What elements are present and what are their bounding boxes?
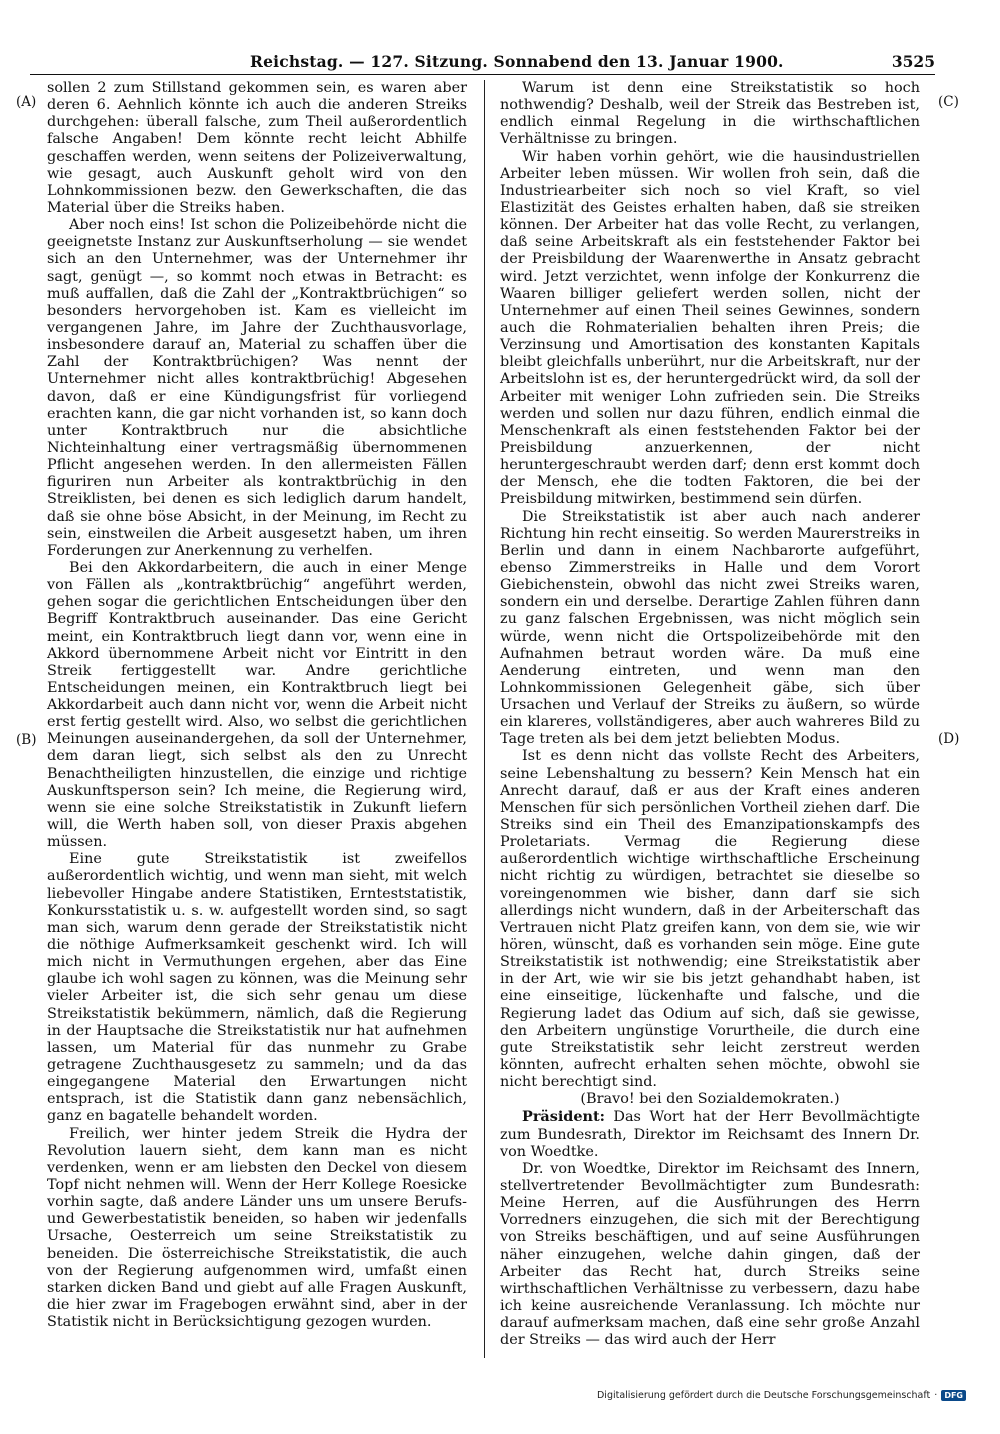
right-column xyxy=(500,80,920,1349)
margin-marker-c: (C) xyxy=(938,94,959,110)
left-paragraph xyxy=(47,560,467,851)
paragraph-text: sollen 2 zum Stillstand gekommen sein, es waren aber deren 6. Aehnlich könnte ich auch die anderen Streiks durchgehen: überall falsche, zum Theil außerordentlich falsche Angaben! Dem könnte recht leicht Abhilfe geschaffen werden, wenn seitens der Polizeiverwaltung, wie gesagt, auch Auskunft geholt wird von den Lohnkommissionen bezw. den Gewerkschaften, die das Material über die Streiks haben. xyxy=(47,80,467,216)
right-paragraph xyxy=(500,748,920,1091)
digitization-credit: Digitalisierung gefördert durch die Deutsche Forschungsgemeinschaft · DFG xyxy=(597,1390,966,1401)
paragraph-text: Das Wort hat der Herr Bevollmächtigte zum Bundesrath, Direktor im Reichsamt des Innern Dr. von Woedtke. xyxy=(500,1109,920,1160)
page-number: 3525 xyxy=(891,52,935,71)
paragraph-text: Dr. von Woedtke, Direktor im Reichsamt des Innern, stellvertretender Bevollmächtigter zum Bundesrath: Meine Herren, auf die Ausführungen des Herrn Vorredners einzugehen, die sich mit der Berechtigung von Streiks beschäftigen, und auf seine Ausführungen näher einzugehen, welche dahin gingen, daß der Arbeiter das Recht hat, durch Streiks seine wirthschaftlichen Verhältnisse zu verbessern, dazu habe ich keine ausreichende Veranlassung. Ich möchte nur darauf aufmerksam machen, daß eine sehr große Anzahl der Streiks — das wird auch der Herr xyxy=(500,1160,920,1349)
paragraph-text: Ist es denn nicht das vollste Recht des Arbeiters, seine Lebenshaltung zu bessern? Kein Mensch hat ein Anrecht darauf, daß er aus der Kraft eines anderen Menschen für sich persönlichen Vortheil ziehen darf. Die Streiks sind ein Theil des Emanzipationskampfs des Proletariats. Vermag die Regierung diese außerordentlich wichtige wirthschaftliche Erscheinung nicht richtig zu würdigen, betrachtet sie dieselbe so voreingenommen wie bisher, dann darf sie sich allerdings nicht wundern, daß in der Arbeiterschaft das Vertrauen nicht Platz greifen kann, von dem sie, wie wir hören, wünscht, daß es vorhanden sein möge. Eine gute Streikstatistik ist nothwendig; eine Streikstatistik aber in der Art, wie wir sie bis jetzt gehandhabt haben, ist eine einseitige, lückenhafte und falsche, und die Regierung ladet das Odium auf sich, daß sie gewisse, den Arbeitern ungünstige Vorurtheile, die durch eine gute Streikstatistik sehr leicht zerstreut werden könnten, aufrecht erhalten sehen möchte, obwohl sie nicht berechtigt sind. xyxy=(500,748,920,1091)
margin-marker-a: (A) xyxy=(16,94,37,110)
right-paragraph xyxy=(500,509,920,749)
column-divider xyxy=(484,80,485,1358)
credit-text: Digitalisierung gefördert durch die Deutsche Forschungsgemeinschaft xyxy=(596,1390,931,1401)
paragraph-text: Warum ist denn eine Streikstatistik so hoch nothwendig? Deshalb, weil der Streik das Bestreben ist, endlich einmal Regelung in die wirthschaftlichen Verhältnisse zu bringen. xyxy=(500,80,920,148)
left-paragraph xyxy=(47,217,467,560)
running-header xyxy=(30,52,935,75)
paragraph-text: Die Streikstatistik ist aber auch nach anderer Richtung hin recht einseitig. So werden Maurerstreiks in Berlin und dann in einem Nachbarorte aufgeführt, ebenso Zimmerstreiks in Halle und dem Vorort Giebichenstein, obwohl das nicht zwei Streiks waren, sondern ein und derselbe. Derartige Zahlen führen dann zu ganz falschen Ergebnissen, was nicht möglich sein würde, wenn nicht die Ortspolizeibehörde mit den Aufnahmen betraut worden wäre. Da muß eine Aenderung eintreten, und wenn man den Lohnkommissionen Gelegenheit gäbe, sich über Ursachen und Verlauf der Streiks zu äußern, so würde ein klareres, vollständigeres, aber auch wahreres Bild zu Tage treten als bei dem jetzt beliebten Modus. xyxy=(500,508,920,748)
running-head-title: Reichstag. — 127. Sitzung. Sonnabend den 13. Januar 1900. xyxy=(250,52,784,71)
paragraph-text: Bei den Akkordarbeitern, die auch in einer Menge von Fällen als „kontraktbrüchig“ angeführt werden, gehen sogar die gerichtlichen Entscheidungen über den Begriff Kontraktbruch auseinander. Das eine Gericht meint, ein Kontraktbruch liegt dann vor, wenn eine in Akkord übernommene Arbeit nicht vor Eintritt in den Streik fertiggestellt war. Andre gerichtliche Entscheidungen meinen, ein Kontraktbruch liegt bei Akkordarbeit auch dann nicht vor, wenn die Arbeit nicht erst fertig gestellt wird. Also, wo selbst die gerichtlichen Meinungen auseinandergehen, da soll der Unternehmer, dem daran liegt, sich selbst als den zu Unrecht Benachtheiligten hinzustellen, die einzige und richtige Auskunftsperson sein? Ich meine, die Regierung wird, wenn sie eine solche Streikstatistik in Zukunft liefern will, die Werth haben soll, von dieser Praxis abgehen müssen. xyxy=(47,559,467,851)
speaker-label: Präsident: xyxy=(522,1108,605,1126)
left-paragraph xyxy=(47,80,467,217)
right-paragraph xyxy=(500,1091,920,1108)
dfg-logo: DFG xyxy=(941,1390,966,1401)
paragraph-text: Eine gute Streikstatistik ist zweifellos außerordentlich wichtig, und wenn man sieht, mit welch liebevoller Hingabe andere Statistiken, Ernteststatistik, Konkursstatistik u. s. w. aufgestellt worden sind, so sagt man sich, warum denn gerade der Streikstatistik nicht die nöthige Aufmerksamkeit geschenkt wird. Ich will mich nicht in Vermuthungen ergehen, aber das Eine glaube ich wohl sagen zu können, was die Meinung sehr vieler Arbeiter ist, die sich sehr genau um diese Streikstatistik bekümmern, nämlich, daß die Regierung in der Hauptsache die Streikstatistik nur hat aufnehmen lassen, um Material für das nunmehr zu Grabe getragene Zuchthausgesetz zu sammeln; und da das eingegangene Material den Erwartungen nicht entsprach, ist die Statistik dann ganz nebensächlich, ganz en bagatelle behandelt worden. xyxy=(47,851,467,1125)
left-paragraph xyxy=(47,851,467,1125)
margin-marker-b: (B) xyxy=(16,732,37,748)
right-paragraph xyxy=(500,149,920,509)
right-paragraph xyxy=(500,80,920,149)
left-column xyxy=(47,80,467,1331)
left-paragraph xyxy=(47,1126,467,1332)
right-paragraph xyxy=(500,1161,920,1350)
right-paragraph xyxy=(500,1108,920,1160)
paragraph-text: Aber noch eins! Ist schon die Polizeibehörde nicht die geeignetste Instanz zur Auskunftserholung — sie wendet sich an den Unternehmer, was der Unternehmer ihr sagt, genügt —, so kommt noch etwas in Betracht: es muß auffallen, daß die Zahl der „Kontraktbrüchigen“ so besonders hervorgehoben ist. Kam es vielleicht im vergangenen Jahre, im Jahre der Zuchthausvorlage, insbesondere darauf an, Material zu schaffen über die Zahl der Kontraktbrüchigen? Was nennt der Unternehmer nicht alles kontraktbrüchig! Abgesehen davon, daß er eine Kündigungsfrist für vorliegend erachten kann, die gar nicht vorhanden ist, so kann doch unter Kontraktbruch nur die absichtliche Nichteinhaltung einer vertragsmäßig übernommenen Pflicht angesehen werden. In den allermeisten Fällen figuriren nun Arbeiter als kontraktbrüchig in den Streiklisten, bei denen es sich lediglich darum handelt, daß sie ohne böse Absicht, in der Meinung, im Recht zu sein, einstweilen die Arbeit ausgesetzt haben, um ihren Forderungen zur Anerkennung zu verhelfen. xyxy=(47,217,467,559)
paragraph-text: Freilich, wer hinter jedem Streik die Hydra der Revolution lauern sieht, dem kann man es nicht verdenken, wenn er am liebsten den Deckel von diesem Topf nicht nehmen will. Wenn der Herr Kollege Roesicke vorhin sagte, daß andere Länder uns um unsere Berufs- und Gewerbestatistik beneiden, so haben wir jedenfalls Ursache, Oesterreich um seine Streikstatistik zu beneiden. Die österreichische Streikstatistik, die auch von der Regierung aufgenommen wird, umfaßt einen starken dicken Band und giebt auf alle Fragen Auskunft, die hier zwar im Fragebogen erwähnt sind, aber in der Statistik nicht in Berücksichtigung gezogen wurden. xyxy=(47,1125,467,1331)
margin-marker-d: (D) xyxy=(938,731,960,747)
paragraph-text: Wir haben vorhin gehört, wie die hausindustriellen Arbeiter leben müssen. Wir wollen froh sein, daß die Industriearbeiter sich noch so viel Kraft, so viel Elastizität des Geistes erhalten haben, daß sie streiken können. Der Arbeiter hat das volle Recht, zu verlangen, daß seine Arbeitskraft als ein feststehender Faktor bei der Preisbildung der Waarenwerthe in Ansatz gebracht wird. Jetzt verzichtet, wenn infolge der Konkurrenz die Waaren billiger geliefert werden sollen, nicht der Unternehmer auf einen Theil seines Gewinnes, sondern auch die Rohmaterialien behalten ihren Preis; die Verzinsung und Amortisation des konstanten Kapitals bleibt gleichfalls unberührt, nur die Arbeitskraft, nur der Arbeitslohn ist es, der heruntergedrückt wird, da soll der Arbeiter mit weniger Lohn zufrieden sein. Die Streiks werden und sollen nur dazu führen, endlich einmal die Menschenkraft als einen feststehenden Faktor bei der Preisbildung anzuerkennen, der nicht heruntergeschraubt werden darf; denn erst kommt doch der Mensch, ehe die todten Faktoren, die bei der Preisbildung mitwirken, bestimmend sein dürfen. xyxy=(500,148,920,508)
paragraph-text: (Bravo! bei den Sozialdemokraten.) xyxy=(580,1091,840,1108)
